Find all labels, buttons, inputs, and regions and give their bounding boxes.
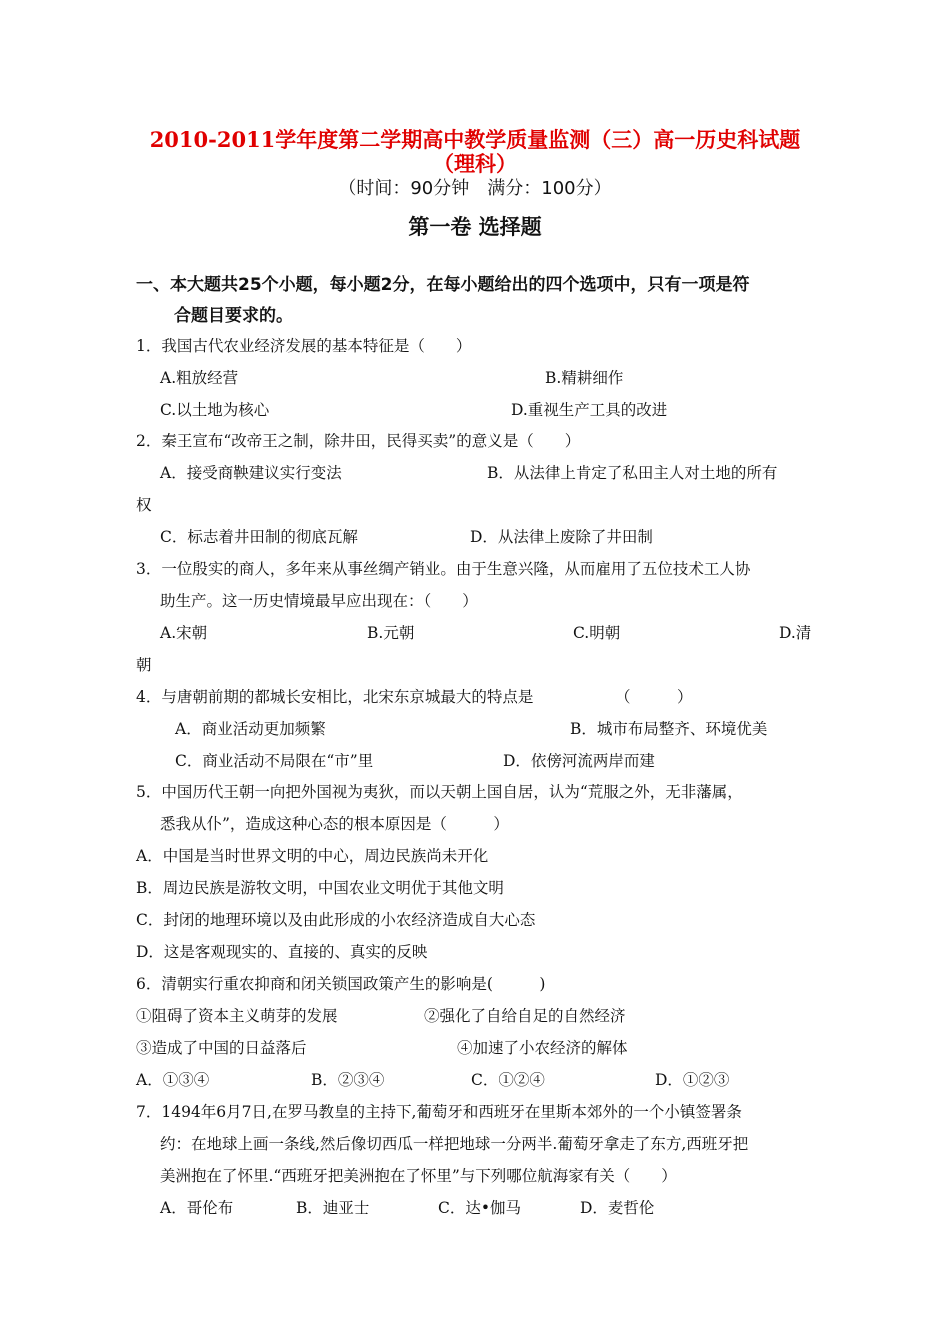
question-2-option-d: D．从法律上废除了井田制 bbox=[470, 528, 653, 546]
question-6-option-d: D．①②③ bbox=[655, 1071, 730, 1089]
question-3-option-c: C.明朝 bbox=[573, 624, 621, 642]
question-6-statement-4: ④加速了小农经济的解体 bbox=[457, 1039, 628, 1057]
question-5-option-b: B．周边民族是游牧文明，中国农业文明优于其他文明 bbox=[136, 879, 504, 897]
question-4-option-d: D．依傍河流两岸而建 bbox=[503, 752, 655, 770]
question-5-stem-line1: 5．中国历代王朝一向把外国视为夷狄，而以天朝上国自居，认为“荒服之外，无非藩属， bbox=[136, 783, 743, 801]
question-3-option-a: A.宋朝 bbox=[160, 624, 208, 642]
question-6-statement-2: ②强化了自给自足的自然经济 bbox=[424, 1007, 626, 1025]
question-3-option-d-continued: 朝 bbox=[136, 656, 152, 674]
question-2-option-b: B．从法律上肯定了私田主人对土地的所有 bbox=[487, 464, 778, 482]
question-4-option-a: A．商业活动更加频繁 bbox=[175, 720, 326, 738]
section-instruction-line2: 合题目要求的。 bbox=[174, 306, 293, 326]
section-instruction-line1: 一、本大题共25个小题，每小题2分，在每小题给出的四个选项中，只有一项是符 bbox=[136, 275, 750, 295]
question-7-option-d: D．麦哲伦 bbox=[580, 1199, 655, 1217]
exam-title-subject: （理科） bbox=[433, 151, 517, 176]
question-6-statement-3: ③造成了中国的日益落后 bbox=[136, 1039, 307, 1057]
question-7-option-a: A．哥伦布 bbox=[160, 1199, 234, 1217]
question-1-stem: 1．我国古代农业经济发展的基本特征是（ ） bbox=[136, 337, 472, 355]
question-1-option-d: D.重视生产工具的改进 bbox=[511, 401, 668, 419]
question-2-stem: 2．秦王宣布“改帝王之制，除井田，民得买卖”的意义是（ ） bbox=[136, 432, 581, 450]
question-6-option-b: B．②③④ bbox=[311, 1071, 385, 1089]
question-2-option-a: A．接受商鞅建议实行变法 bbox=[160, 464, 342, 482]
question-7-stem-line1: 7．1494年6月7日,在罗马教皇的主持下,葡萄牙和西班牙在里斯本郊外的一个小镇签署条 bbox=[136, 1103, 742, 1121]
question-5-stem-line2: 悉我从仆”，造成这种心态的根本原因是（ ） bbox=[160, 815, 509, 833]
question-1-option-c: C.以土地为核心 bbox=[160, 401, 270, 419]
exam-time-score: （时间：90分钟 满分：100分） bbox=[338, 178, 612, 199]
question-7-stem-line2: 约：在地球上画一条线,然后像切西瓜一样把地球一分两半.葡萄牙拿走了东方,西班牙把 bbox=[160, 1135, 749, 1153]
question-2-option-b-continued: 权 bbox=[136, 496, 152, 514]
part-title: 第一卷 选择题 bbox=[408, 214, 542, 239]
question-5-option-d: D．这是客观现实的、直接的、真实的反映 bbox=[136, 943, 428, 961]
question-6-statement-1: ①阻碍了资本主义萌芽的发展 bbox=[136, 1007, 338, 1025]
question-3-stem-line1: 3．一位殷实的商人，多年来从事丝绸产销业。由于生意兴隆，从而雇用了五位技术工人协 bbox=[136, 560, 751, 578]
question-6-stem: 6．清朝实行重农抑商和闭关锁国政策产生的影响是( ) bbox=[136, 975, 546, 993]
question-3-stem-line2: 助生产。这一历史情境最早应出现在：（ ） bbox=[160, 592, 478, 610]
question-1-option-b: B.精耕细作 bbox=[545, 369, 624, 387]
question-3-option-d: D.清 bbox=[779, 624, 812, 642]
question-4-option-c: C．商业活动不局限在“市”里 bbox=[175, 752, 374, 770]
question-4-stem: 4．与唐朝前期的都城长安相比，北宋东京城最大的特点是 bbox=[136, 688, 534, 706]
question-5-option-a: A．中国是当时世界文明的中心，周边民族尚未开化 bbox=[136, 847, 489, 865]
question-3-option-b: B.元朝 bbox=[367, 624, 415, 642]
question-7-stem-line3: 美洲抱在了怀里.“西班牙把美洲抱在了怀里”与下列哪位航海家有关（ ） bbox=[160, 1167, 677, 1185]
question-6-option-c: C．①②④ bbox=[471, 1071, 545, 1089]
question-4-option-b: B．城市布局整齐、环境优美 bbox=[570, 720, 768, 738]
question-6-option-a: A．①③④ bbox=[136, 1071, 210, 1089]
question-7-option-b: B．迪亚士 bbox=[296, 1199, 370, 1217]
question-4-answer-blank: （ ） bbox=[615, 688, 693, 706]
question-1-option-a: A.粗放经营 bbox=[160, 369, 239, 387]
exam-title: 2010-2011学年度第二学期高中教学质量监测（三）高一历史科试题 bbox=[149, 127, 801, 152]
question-7-option-c: C．达•伽马 bbox=[438, 1199, 522, 1217]
question-5-option-c: C．封闭的地理环境以及由此形成的小农经济造成自大心态 bbox=[136, 911, 536, 929]
question-2-option-c: C．标志着井田制的彻底瓦解 bbox=[160, 528, 358, 546]
